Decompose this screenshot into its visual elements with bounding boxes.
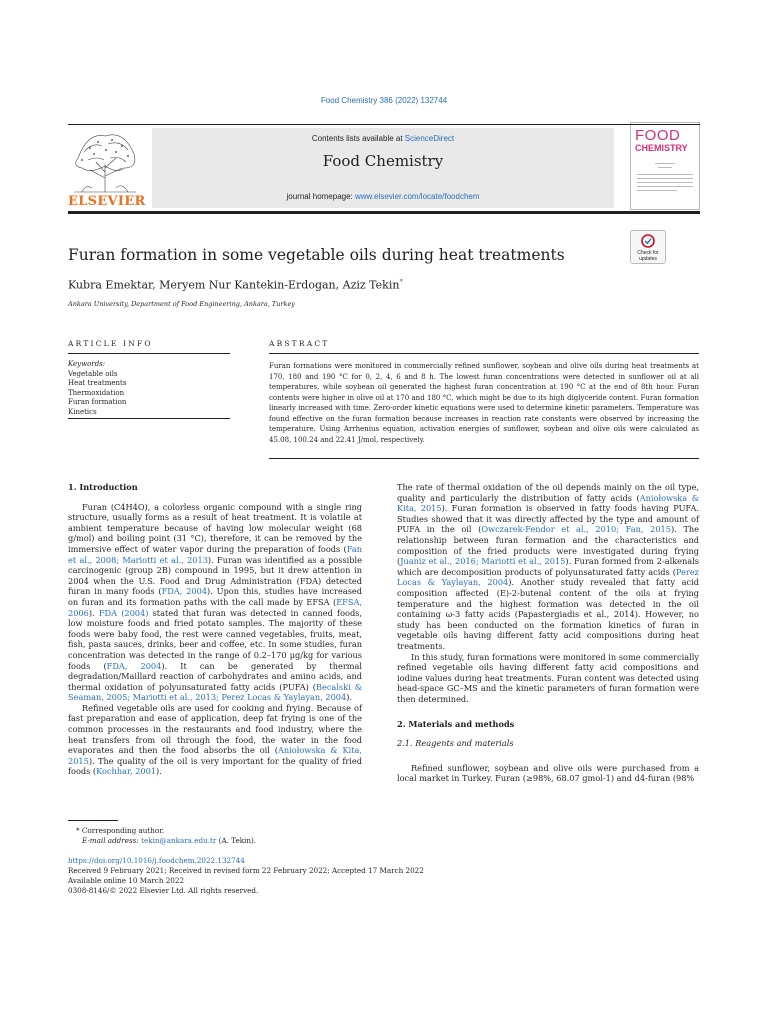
check-for-updates-label: Check for updates — [637, 250, 659, 262]
citation-link[interactable]: Perez Locas & Yaylayan, 2004 — [397, 566, 699, 588]
cover-text-lines — [637, 163, 693, 194]
right-paragraph-1 — [397, 482, 699, 652]
paragraph-text: Furan (C4H4O), a colorless organic compound with a single ring structure, usually forms as a result of heat treatment. It is volatile at ambient temperature because of having low molecular weight (68 g/mol) and boiling point (31 °C), therefore, it can be removed by the immersive effect of water vapor during the preparation of foods ( — [68, 501, 362, 554]
header-top-rule — [68, 124, 700, 125]
reagents-paragraph: Refined sunflower, soybean and olive oils were purchased from a local market in Turkey. Furan (≥98%, 68.07 gmol-1) and d4-furan (98% — [397, 762, 699, 784]
paragraph-text: ). Another study revealed that fatty acid composition affected (E)-2-butenal content of the oils at frying temperature and the highest formation was detected in the oil containing ω-3 fatty acids (Papastergiadis et al., 2014). However, no study has been conducted on the formation kinetics of furan in vegetable oils having different fatty acid compositions during heat treatments. — [397, 577, 700, 651]
corresponding-author-note: * Corresponding author. — [76, 826, 165, 835]
abstract-heading: ABSTRACT — [269, 339, 330, 348]
sciencedirect-link[interactable]: ScienceDirect — [404, 134, 455, 143]
journal-citation[interactable]: Food Chemistry 386 (2022) 132744 — [320, 96, 448, 105]
corresponding-author-mark[interactable]: * — [399, 278, 403, 286]
article-title: Furan formation in some vegetable oils during heat treatments — [68, 246, 565, 264]
cover-title-food: FOOD — [635, 127, 681, 144]
keyword-item: Furan formation — [68, 398, 127, 406]
citation-link[interactable]: FDA (2004) — [98, 607, 149, 618]
doi-link[interactable]: https://doi.org/10.1016/j.foodchem.2022.132744 — [68, 856, 245, 865]
author-list: Kubra Emektar, Meryem Nur Kantekin-Erdogan, Aziz Tekin* — [68, 278, 403, 292]
citation-link[interactable]: Aniołowska & Kita, 2015 — [68, 745, 362, 766]
journal-header — [152, 128, 614, 208]
copyright: 0308-8146/© 2022 Elsevier Ltd. All rights reserved. — [68, 886, 259, 895]
footnote-rule — [68, 820, 118, 821]
email-note: E-mail address: tekin@ankara.edu.tr (A. Tekin). — [82, 836, 257, 845]
paragraph-text: ). — [156, 766, 162, 777]
paragraph-text: ). Upon this, studies have increased on furan and its formation paths with the call made by EFSA ( — [68, 586, 362, 607]
journal-title: Food Chemistry — [322, 152, 444, 170]
intro-paragraph-2 — [68, 703, 362, 777]
paragraph-text: stated that furan was detected in canned foods, low moisture foods and fried potato samples. The majority of these foods were baby food, the rest were canned vegetables, fruits, meat, fish, pasta sauces, drinks, beer and coffee, etc. In some studies, furan concentration was detected in the range of 0.2–170 μg/kg for various foods ( — [68, 607, 362, 671]
available-online: Available online 10 March 2022 — [68, 876, 185, 885]
check-for-updates-badge[interactable] — [630, 230, 666, 264]
elsevier-wordmark: ELSEVIER — [68, 194, 146, 209]
keyword-item: Vegetable oils — [68, 369, 118, 378]
publication-info — [68, 856, 424, 896]
keywords-bottom-rule — [68, 418, 230, 419]
keyword-item: Heat treatments — [68, 379, 127, 387]
citation-link[interactable]: Aniołowska & Kita, 2015 — [397, 492, 699, 514]
journal-homepage: journal homepage: www.elsevier.com/locate/foodchem — [286, 192, 480, 201]
paragraph-text: ). It can be generated by thermal degradation/Maillard reaction of carbohydrates and amino acids, and thermal oxidation of polyunsaturated fatty acids (PUFA) ( — [68, 660, 362, 692]
abstract-text: Furan formations were monitored in commercially refined sunflower, soybean and olive oils during heat treatments at 170, 180 and 190 °C for 0, 2, 4, 6 and 8 h. The lowest furan concentrations were detected in sunflower oil at all temperatures, while soybean oil generated the highest furan concentration at 190 °C at the end of 8th hour. Furan contents were higher in olive oil at 170 and 180 °C, which might be due to its high diglyceride content. Furan formation linearly increased with time. Zero-order kinetic equations were used to determine kinetic parameters. Temperature was found effective on the furan formation because increases in reaction rate constants were observed by increasing the temperature. Using Arrhenius equation, activation energies of sunflower, soybean and olive oils were calculated as 45.08, 100.24 and 22.41 J/mol, respectively. — [269, 362, 699, 444]
citation-link[interactable]: Juaniz et al., 2016; Mariotti et al., 2015 — [400, 556, 566, 567]
paragraph-text: ). The quality of the oil is very important for the quality of fried foods ( — [68, 755, 362, 777]
paragraph-text: ). Furan was identified as a possible carcinogenic (group 2B) compound in 1995, but it drew attention in 2004 when the U.S. Food and Drug Administration (FDA) detected furan in many foods ( — [68, 554, 363, 597]
paragraph-text: ). The relationship between furan formation and the characteristics and composition of the fried products were investigated during frying ( — [397, 524, 699, 567]
methods-heading: 2. Materials and methods — [397, 719, 515, 730]
citation-link[interactable]: Fan et al., 2008; Mariotti et al., 2013 — [68, 543, 362, 565]
paragraph-text: Refined vegetable oils are used for cooking and frying. Because of fast preparation and ease of application, deep fat frying is one of the common processes in the restaurants and food industry, where the heat transfers from oil through the food, the water in the food evaporates and then the food absorbs the oil ( — [68, 702, 362, 756]
reagents-heading: 2.1. Reagents and materials — [397, 738, 514, 749]
journal-cover[interactable] — [630, 122, 700, 210]
keywords-block — [68, 360, 126, 417]
keyword-item: Kinetics — [68, 407, 97, 416]
cover-title-chemistry: CHEMISTRY — [635, 143, 688, 153]
abstract-rule — [269, 353, 699, 354]
affiliation: Ankara University, Department of Food Engineering, Ankara, Turkey — [68, 300, 295, 308]
introduction-heading: 1. Introduction — [68, 482, 138, 492]
homepage-link[interactable]: www.elsevier.com/locate/foodchem — [355, 192, 480, 201]
citation-link[interactable]: EFSA, 2006 — [68, 596, 362, 618]
paragraph-text: ). — [88, 607, 99, 618]
article-info-rule — [68, 353, 230, 354]
paragraph-text: ). Furan formed from 2-alkenals which are decomposition products of polyunsaturated fatty acids ( — [397, 556, 699, 577]
right-column — [397, 482, 699, 784]
contents-line: Contents lists available at ScienceDirect — [311, 134, 455, 143]
right-paragraph-2: In this study, furan formations were monitored in some commercially refined vegetable oils having different fatty acid compositions and iodine values during heat treatments. Furan content was detected using head-space GC–MS and the kinetic parameters of furan formation were then determined. — [397, 651, 699, 704]
paragraph-text: ). — [346, 692, 353, 703]
elsevier-tree-icon — [68, 128, 142, 194]
article-info-heading: ARTICLE INFO — [68, 339, 153, 348]
citation-link[interactable]: Owczarek-Fendor et al., 2010; Fan, 2015 — [481, 524, 671, 535]
citation-link[interactable]: FDA, 2004 — [161, 586, 208, 597]
citation-link[interactable]: Kochhar, 2001 — [96, 766, 157, 777]
keyword-item: Thermoxidation — [68, 388, 125, 397]
footnote — [68, 826, 256, 846]
received-dates: Received 9 February 2021; Received in revised form 22 February 2022; Accepted 17 March 2022 — [68, 866, 424, 875]
header-bottom-rule — [68, 211, 700, 214]
update-check-icon — [641, 234, 655, 248]
abstract-bottom-rule — [269, 458, 699, 459]
author-email-link[interactable]: tekin@ankara.edu.tr — [141, 836, 217, 845]
paragraph-text: ). Furan formation is observed in fatty foods having PUFA. Studies showed that it was directly affected by the type and amount of PUFA in the oil ( — [397, 503, 699, 535]
citation-link[interactable]: FDA, 2004 — [106, 660, 162, 671]
paragraph-text: The rate of thermal oxidation of the oil depends mainly on the oil type, quality and particularly the distribution of fatty acids ( — [397, 482, 699, 503]
keywords-label: Keywords: — [68, 360, 106, 368]
left-column — [68, 482, 362, 777]
citation-link[interactable]: Becalski & Seaman, 2005; Mariotti et al., 2013; Perez Locas & Yaylayan, 2004 — [68, 681, 362, 703]
intro-paragraph-1 — [68, 502, 362, 703]
